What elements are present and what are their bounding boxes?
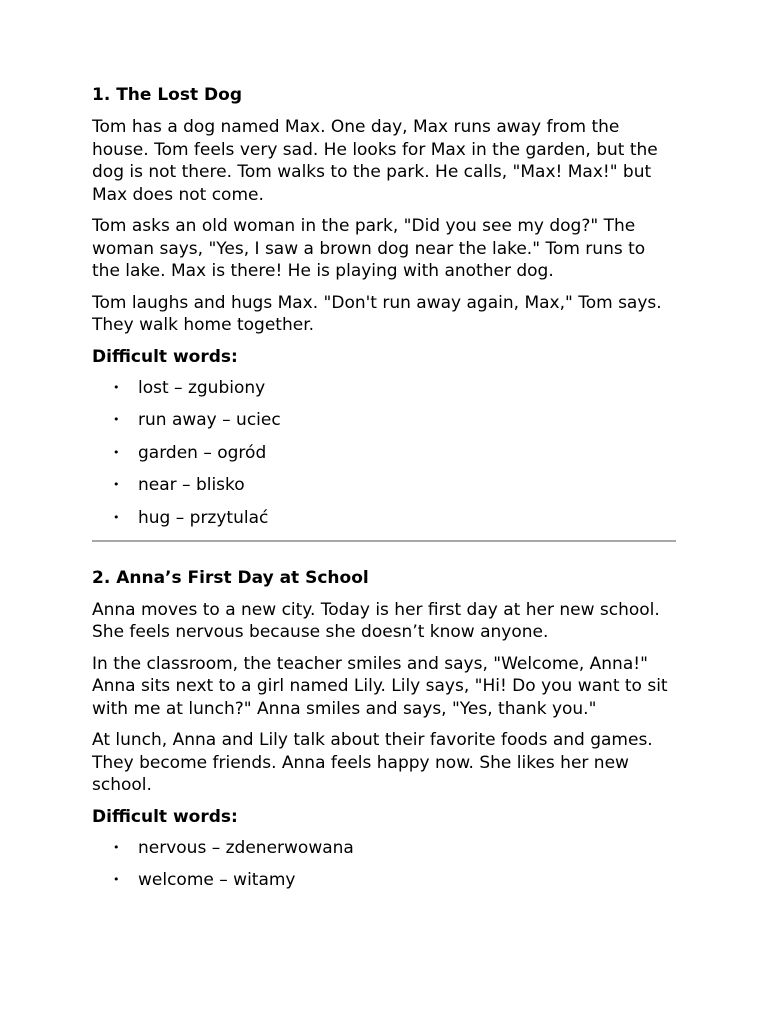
list-item [113,837,676,859]
list-item [113,409,676,431]
difficult-words-heading: Difficult words: [92,346,238,367]
story-paragraph: At lunch, Anna and Lily talk about their favorite foods and games. They become friends. Anna feels happy now. She likes her new school. [92,730,653,795]
difficult-words-heading: Difficult words: [92,806,238,827]
bullet-icon: • [113,413,120,426]
story-title: 1. The Lost Dog [92,85,242,105]
bullet-icon: • [113,445,120,459]
word-entry: nervous – zdenerwowana [138,837,354,858]
list-item [113,377,676,399]
story-paragraph: Tom laughs and hugs Max. "Don't run away again, Max," Tom says. They walk home together. [92,292,662,335]
word-entry: run away – uciec [138,410,281,430]
word-entry: hug – przytulać [138,507,269,528]
difficult-words-list [92,377,676,529]
list-item [113,474,676,496]
difficult-words-list [92,837,676,892]
bullet-icon: • [113,510,120,524]
story-paragraph: Tom has a dog named Max. One day, Max runs away from the house. Tom feels very sad. He looks for Max in the garden, but the dog is not there. Tom walks to the park. He calls, "Max! Max!" but Max does not come. [92,117,658,205]
bullet-icon: • [113,873,120,886]
story-paragraph: Anna moves to a new city. Today is her first day at her new school. She feels nervous because she doesn’t know anyone. [92,599,660,642]
word-entry: near – blisko [138,475,245,495]
list-item [113,442,676,464]
story-paragraph: In the classroom, the teacher smiles and says, "Welcome, Anna!" Anna sits next to a girl named Lily. Lily says, "Hi! Do you want to sit with me at lunch?" Anna smiles and says, "Yes, thank you." [92,653,668,719]
story-section-lost-dog [92,84,676,529]
story-title: 2. Anna’s First Day at School [92,567,369,588]
word-entry: lost – zgubiony [138,377,266,398]
section-divider [92,540,676,542]
word-entry: garden – ogród [138,442,267,463]
bullet-icon: • [113,380,120,394]
list-item [113,507,676,529]
bullet-icon: • [113,840,120,854]
bullet-icon: • [113,478,120,491]
story-section-first-day [92,567,676,892]
word-entry: welcome – witamy [138,870,296,890]
list-item [113,869,676,891]
story-paragraph: Tom asks an old woman in the park, "Did you see my dog?" The woman says, "Yes, I saw a brown dog near the lake." Tom runs to the lake. Max is there! He is playing with another dog. [92,216,646,281]
